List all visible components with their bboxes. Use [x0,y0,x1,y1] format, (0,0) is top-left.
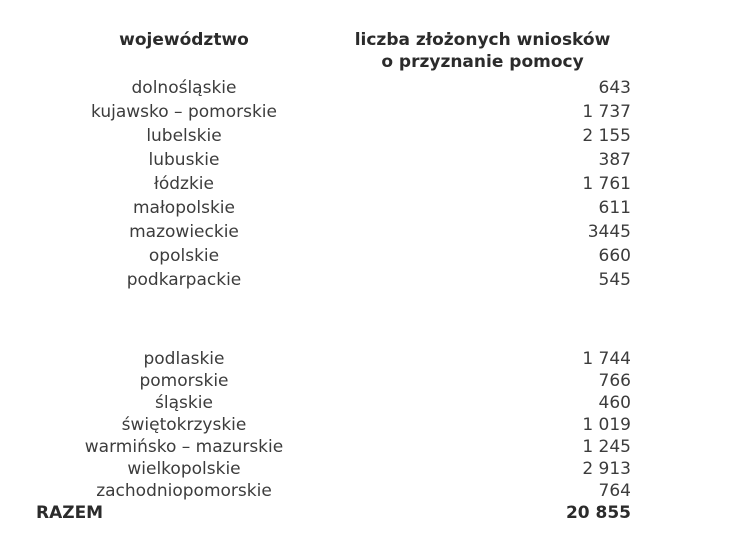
application-count: 2 155 [582,126,631,146]
table-row [0,77,750,99]
application-count: 643 [598,78,631,98]
table-row [0,245,750,267]
region-name: podlaskie [143,349,225,369]
table-header-count-line1: liczba złożonych wniosków [354,30,611,50]
region-name: małopolskie [132,198,235,218]
table-row [0,125,750,147]
application-count: 460 [598,393,631,413]
table-row [0,480,750,502]
application-count: 1 245 [582,437,631,457]
table-header-count [330,29,635,73]
region-name: warmińsko – mazurskie [84,437,284,457]
application-count: 1 761 [582,174,631,194]
table-row [0,221,750,243]
region-name: lubuskie [148,150,220,170]
table-row [0,348,750,370]
application-count: 2 913 [582,459,631,479]
total-label: RAZEM [36,503,104,523]
table-row [0,392,750,414]
table-row [0,458,750,480]
table-row [0,414,750,436]
table-row [0,370,750,392]
application-count: 1 744 [582,349,631,369]
region-name: kujawsko – pomorskie [91,102,277,122]
table-row [0,149,750,171]
table-row [0,269,750,291]
total-value: 20 855 [565,503,631,523]
region-name: świętokrzyskie [121,415,247,435]
region-name: pomorskie [139,371,229,391]
table-header-count-line2: o przyznanie pomocy [381,52,584,72]
region-name: lubelskie [146,126,222,146]
region-name: łódzkie [154,174,214,194]
table-row [0,101,750,123]
region-name: wielkopolskie [127,459,241,479]
table-header-region: województwo [119,30,249,50]
region-name: mazowieckie [129,222,239,242]
application-count: 764 [598,481,631,501]
region-name: opolskie [148,246,220,266]
table-row [0,197,750,219]
application-count: 611 [598,198,631,218]
region-name: zachodniopomorskie [96,481,272,501]
region-name: śląskie [155,393,213,413]
region-name: podkarpackie [126,270,242,290]
application-count: 1 019 [582,415,631,435]
region-name: dolnośląskie [131,78,237,98]
application-count: 387 [598,150,631,170]
table-row [0,436,750,458]
application-count: 545 [598,270,631,290]
application-count: 3445 [587,222,631,242]
application-count: 660 [598,246,631,266]
application-count: 1 737 [582,102,631,122]
table-row [0,173,750,195]
application-count: 766 [598,371,631,391]
table-total-row [0,502,750,524]
